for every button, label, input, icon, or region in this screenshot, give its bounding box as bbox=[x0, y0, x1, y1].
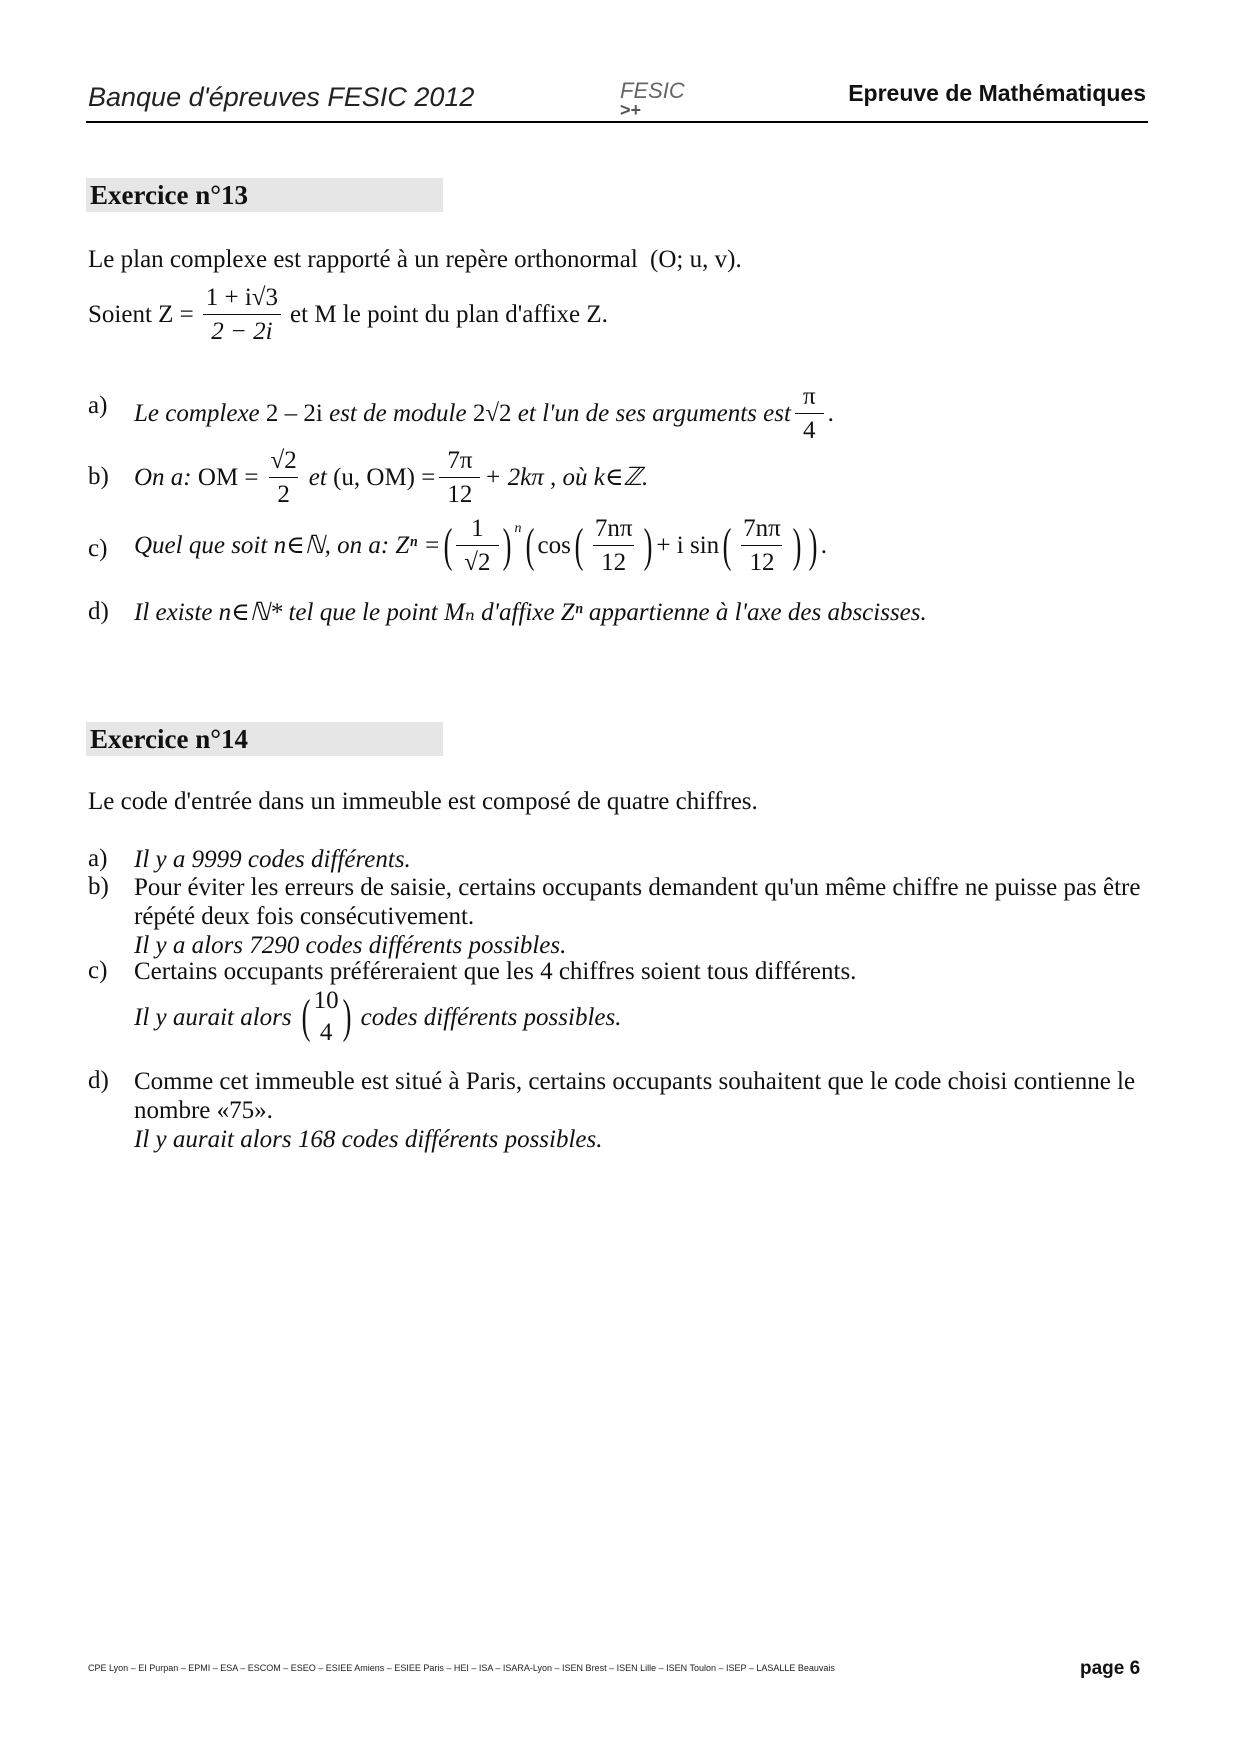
c-binom-lead: Il y aurait alors bbox=[134, 1003, 292, 1031]
ex13-intro-text: Le plan complexe est rapporté à un repère orthonormal bbox=[88, 246, 638, 273]
ex14-item-d bbox=[134, 1067, 1148, 1154]
page-number: page 6 bbox=[1080, 1658, 1141, 1679]
ex14-item-b bbox=[134, 873, 1148, 960]
a-modulus: 2√2 bbox=[472, 400, 512, 427]
exercise-13-heading: Exercice n°13 bbox=[86, 178, 443, 212]
c-end: . bbox=[820, 532, 827, 559]
d-line3: Il y aurait alors 168 codes différents possibles. bbox=[134, 1126, 603, 1153]
c-arg-num-2: 7nπ bbox=[743, 515, 781, 542]
ex13-repere: (O; u, v) bbox=[650, 246, 736, 273]
b-om: OM = bbox=[197, 464, 259, 491]
ex13-a-label: a) bbox=[88, 392, 108, 419]
b-frac-den: 12 bbox=[439, 477, 480, 509]
logo-sub: >+ bbox=[620, 100, 642, 120]
fesic-logo bbox=[620, 80, 720, 120]
b-den: 2 bbox=[269, 477, 298, 509]
c-lead: Quel que soit n∈ℕ, on a: Zⁿ = bbox=[134, 532, 441, 559]
a-part1: Le complexe bbox=[134, 400, 260, 427]
a-part2: est de module bbox=[329, 400, 467, 427]
binom-bottom: 4 bbox=[319, 1019, 333, 1046]
logo-text: FESIC bbox=[620, 78, 685, 103]
c-arg-num: 7nπ bbox=[594, 515, 633, 542]
a-part3: et l'un de ses arguments est bbox=[517, 400, 791, 427]
ex13-item-c: Quel que soit n∈ℕ, on a: Zⁿ = ( $\frac{1}{√2}$ ) $^n$ ( cos ( $\frac{7n\pi}{12}$ ) + i sin ( $\frac{7n\pi}{12}$ ) ) . bbox=[134, 515, 827, 576]
z-numerator: 1 + i√3 bbox=[205, 284, 279, 311]
ex13-c-label: c) bbox=[88, 535, 108, 562]
ex13-item-b bbox=[134, 446, 648, 509]
ex14-item-c-line1: Certains occupants préféreraient que les 4 chiffres soient tous différents. bbox=[134, 958, 857, 985]
b-line1: Pour éviter les erreurs de saisie, certains occupants demandent qu'un même chiffre ne puisse pas être bbox=[134, 874, 1141, 901]
c-power-n: n bbox=[514, 521, 522, 536]
z-def-tail: et M le point du plan d'affixe Z. bbox=[290, 301, 608, 328]
header-title: Banque d'épreuves FESIC 2012 bbox=[88, 82, 475, 112]
ex14-intro: Le code d'entrée dans un immeuble est composé de quatre chiffres. bbox=[88, 788, 758, 815]
c-arg-den: 12 bbox=[593, 545, 634, 577]
z-def-lead: Soient Z = bbox=[88, 301, 194, 328]
c-cos: cos bbox=[537, 532, 571, 559]
d-line1: Comme cet immeuble est situé à Paris, certains occupants souhaitent que le code choisi contienne le bbox=[134, 1068, 1136, 1095]
ex13-item-a: Le complexe 2 – 2i est de module 2√2 et l'un de ses arguments est $\frac{\pi}{4}$ . bbox=[134, 383, 834, 444]
c-binom-tail: codes différents possibles. bbox=[360, 1003, 622, 1031]
b-tail: + 2kπ , où k∈ℤ. bbox=[484, 464, 649, 491]
c-arg-den-2: 12 bbox=[741, 545, 782, 577]
b-frac-num: 7π bbox=[447, 447, 473, 474]
c-one: 1 bbox=[471, 515, 484, 542]
ex14-b-label: b) bbox=[88, 873, 109, 900]
d-line2: nombre «75». bbox=[134, 1097, 273, 1124]
b-num: √2 bbox=[270, 447, 297, 474]
ex14-item-c-binomial: Il y aurait alors ( 10 4 ) codes différents possibles. bbox=[134, 985, 621, 1049]
subject-title: Epreuve de Mathématiques bbox=[848, 80, 1146, 106]
c-root2: √2 bbox=[456, 545, 498, 577]
a-four: 4 bbox=[795, 413, 824, 445]
binom-top: 10 bbox=[313, 987, 339, 1014]
ex13-z-definition bbox=[88, 283, 608, 346]
footer-schools: CPE Lyon – EI Purpan – EPMI – ESA – ESCOM – ESEO – ESIEE Amiens – ESIEE Paris – HEI – ISA – ISARA-Lyon – ISEN Brest – ISEN Lille – ISEN Toulon – ISEP – LASALLE Beauvais bbox=[88, 1663, 835, 1673]
b-angle: (u, OM) = bbox=[333, 464, 436, 491]
b-lead: On a: bbox=[134, 464, 192, 491]
ex13-item-d: Il existe n∈ℕ* tel que le point Mₙ d'affixe Zⁿ appartienne à l'axe des abscisses. bbox=[134, 599, 927, 626]
b-line3: Il y a alors 7290 codes différents possibles. bbox=[134, 932, 567, 959]
ex13-d-label: d) bbox=[88, 598, 109, 625]
ex14-a-label: a) bbox=[88, 845, 108, 872]
ex14-c-label: c) bbox=[88, 957, 108, 984]
ex13-intro: Le plan complexe est rapporté à un repère orthonormal (O; u, v). bbox=[88, 246, 742, 273]
z-denominator: 2 − 2i bbox=[203, 314, 280, 346]
ex13-b-label: b) bbox=[88, 463, 109, 490]
ex14-item-a: Il y a 9999 codes différents. bbox=[134, 846, 411, 873]
ex14-d-label: d) bbox=[88, 1067, 109, 1094]
b-et: et bbox=[308, 464, 327, 491]
c-plus-isin: + i sin bbox=[656, 532, 720, 559]
a-z: 2 – 2i bbox=[265, 400, 323, 427]
b-line2: répété deux fois consécutivement. bbox=[134, 903, 475, 930]
a-pi: π bbox=[802, 383, 816, 410]
header-divider bbox=[86, 121, 1148, 123]
exercise-14-heading: Exercice n°14 bbox=[86, 722, 443, 756]
